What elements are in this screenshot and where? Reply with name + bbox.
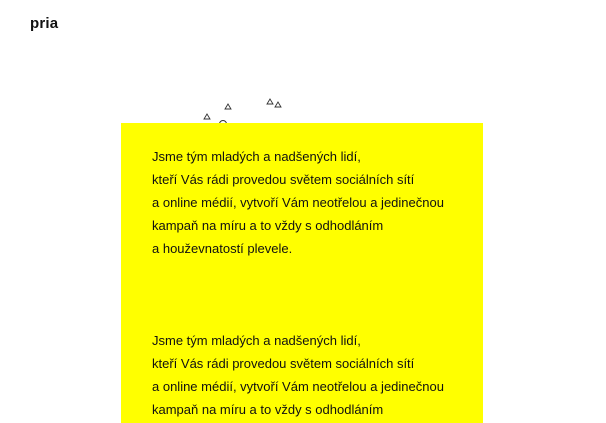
paragraph-line: kteří Vás rádi provedou světem sociálních sítí: [152, 356, 415, 371]
paragraph-line: Jsme tým mladých a nadšených lidí,: [152, 149, 361, 164]
logo-link[interactable]: pria: [30, 15, 59, 32]
paragraph-line: a houževnatostí plevele.: [152, 241, 293, 256]
intro-paragraph-repeat: [152, 329, 472, 421]
paragraph-line: a online médií, vytvoří Vám neotřelou a jedinečnou: [152, 379, 444, 394]
paragraph-line: Jsme tým mladých a nadšených lidí,: [152, 333, 361, 348]
paragraph-line: kampaň na míru a to vždy s odhodláním: [152, 218, 384, 233]
paragraph-line: kteří Vás rádi provedou světem sociálních sítí: [152, 172, 415, 187]
intro-paragraph: [152, 145, 472, 260]
paragraph-line: kampaň na míru a to vždy s odhodláním: [152, 402, 384, 417]
paragraph-line: a online médií, vytvoří Vám neotřelou a jedinečnou: [152, 195, 444, 210]
intro-panel: [121, 123, 483, 423]
